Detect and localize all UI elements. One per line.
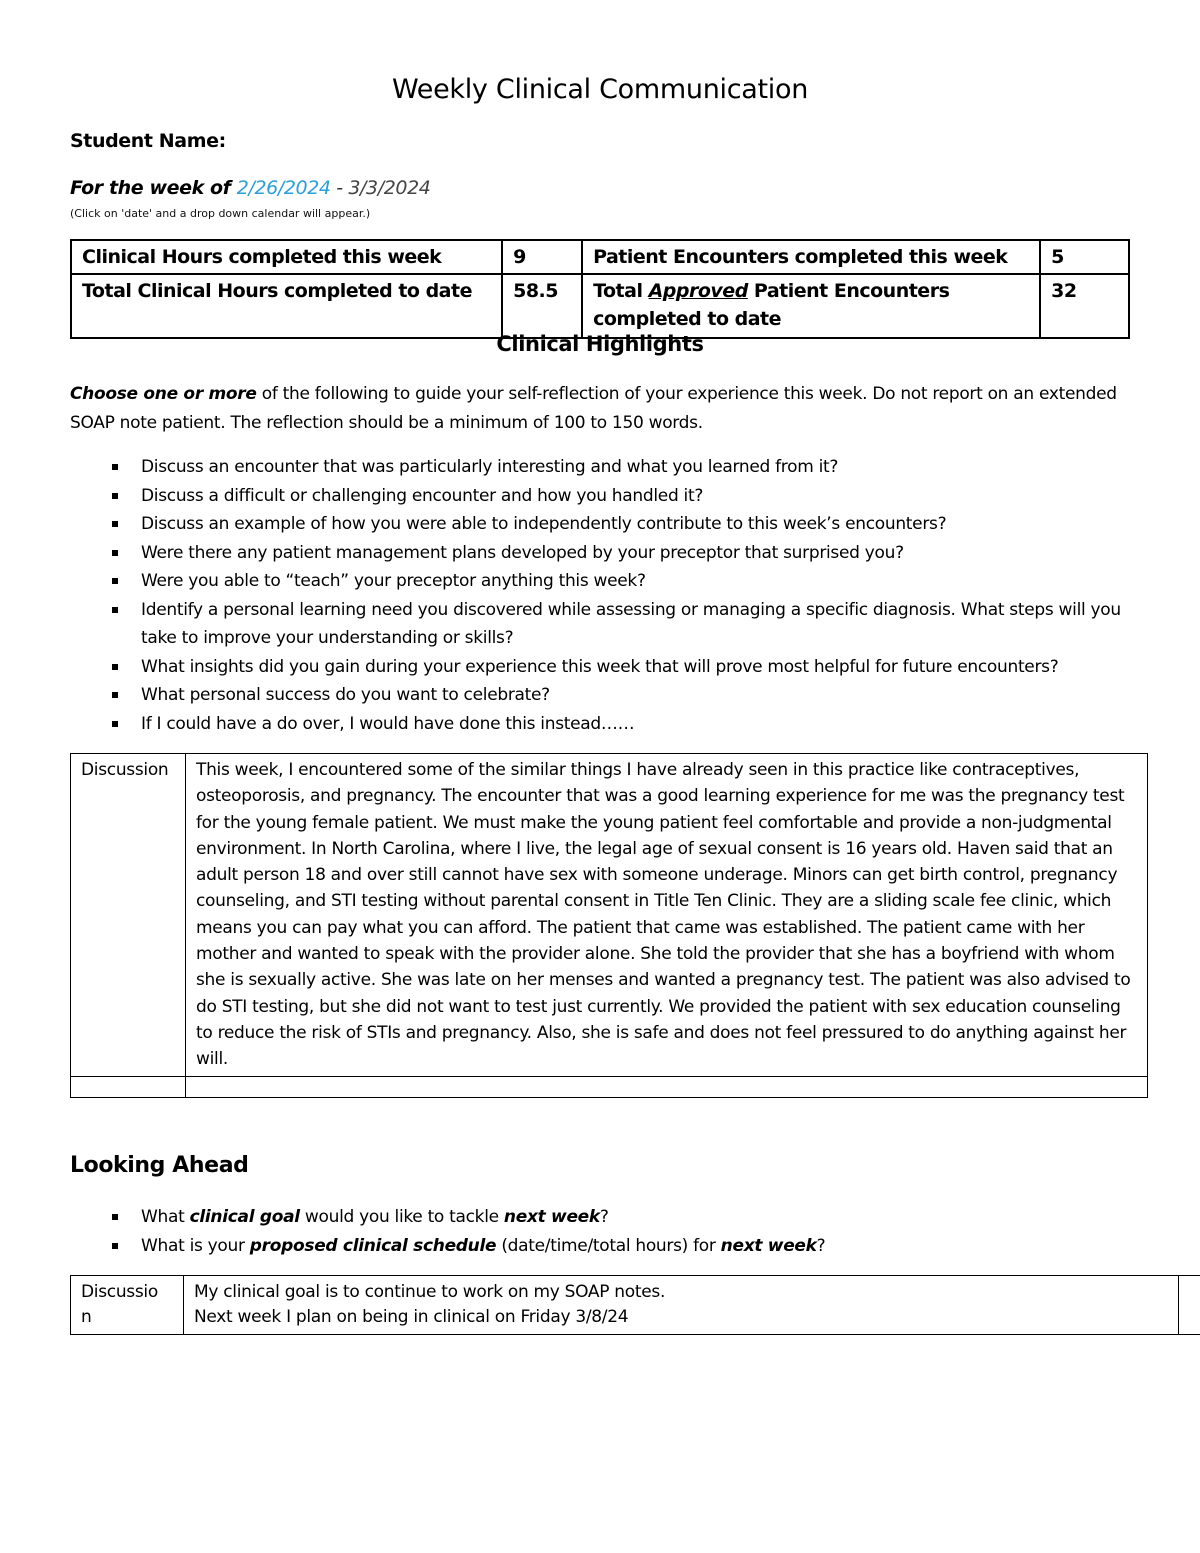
encounters-week-label: Patient Encounters completed this week — [582, 240, 1040, 274]
list-item-text: Were you able to “teach” your preceptor anything this week? — [141, 571, 646, 591]
week-start-date[interactable]: 2/26/2024 — [236, 177, 331, 199]
q2-pre: What is your — [141, 1235, 250, 1256]
list-item-text: Discuss an encounter that was particularly interesting and what you learned from it? — [141, 457, 839, 477]
table-row — [71, 274, 1129, 338]
list-item — [70, 596, 1150, 653]
list-item-text: Discuss an example of how you were able to independently contribute to this week’s encounters? — [141, 514, 947, 534]
bullet-icon — [112, 550, 118, 556]
list-item — [70, 653, 1150, 682]
discussion2-text[interactable] — [184, 1276, 1179, 1335]
bullet-icon — [112, 521, 118, 527]
page-title: Weekly Clinical Communication — [391, 74, 809, 105]
list-item — [70, 1232, 1150, 1261]
list-item — [70, 567, 1150, 596]
discussion-table — [70, 753, 1148, 1098]
list-item-text: Were there any patient management plans developed by your preceptor that surprised you? — [141, 542, 904, 563]
empty-cell[interactable] — [1179, 1276, 1200, 1335]
q1-post: ? — [599, 1207, 609, 1227]
hours-total-value[interactable]: 58.5 — [502, 274, 582, 338]
encounters-total-label-post: Patient Encounters completed to date — [593, 280, 950, 330]
looking-ahead-heading: Looking Ahead — [70, 1153, 249, 1178]
hours-week-value[interactable]: 9 — [502, 240, 582, 274]
q1-emphasis-2: next week — [503, 1207, 600, 1227]
highlights-intro — [70, 380, 1130, 437]
encounters-total-label — [582, 274, 1040, 338]
discussion2-label-line2: n — [81, 1307, 92, 1327]
looking-ahead-table — [70, 1275, 1200, 1335]
hours-total-label: Total Clinical Hours completed to date — [71, 274, 502, 338]
week-range — [70, 177, 430, 199]
intro-rest: of the following to guide your self-reflection of your experience this week. Do not report on an extended SOAP note patient. The reflection should be a minimum of 100 to 150 words. — [70, 384, 1117, 433]
week-end-date[interactable]: 3/3/2024 — [348, 177, 431, 199]
date-hint: (Click on 'date' and a drop down calendar will appear.) — [70, 207, 371, 220]
bullet-icon — [112, 721, 118, 727]
encounters-total-value[interactable]: 32 — [1040, 274, 1129, 338]
encounters-week-value[interactable]: 5 — [1040, 240, 1129, 274]
bullet-icon — [112, 692, 118, 698]
list-item — [70, 539, 1150, 568]
list-item-text: Identify a personal learning need you discovered while assessing or managing a specific diagnosis. What steps will you take to improve your understanding or skills? — [141, 599, 1121, 648]
student-name-label: Student Name: — [70, 130, 226, 152]
bullet-icon — [112, 607, 118, 613]
bullet-icon — [112, 578, 118, 584]
week-prefix: For the week of — [70, 177, 237, 199]
list-item-text: If I could have a do over, I would have done this instead…… — [141, 713, 635, 734]
discussion2-label-line1: Discussio — [81, 1282, 158, 1302]
empty-cell[interactable] — [186, 1076, 1148, 1097]
empty-cell[interactable] — [71, 1076, 186, 1097]
q2-mid: (date/time/total hours) for — [496, 1235, 721, 1256]
q2-emphasis-1: proposed clinical schedule — [249, 1235, 497, 1256]
q2-emphasis-2: next week — [720, 1235, 817, 1256]
highlights-heading: Clinical Highlights — [496, 332, 704, 356]
discussion-label: Discussion — [71, 754, 186, 1077]
list-item — [70, 510, 1150, 539]
q2-post: ? — [816, 1235, 826, 1256]
q1-emphasis-1: clinical goal — [189, 1207, 300, 1227]
q1-pre: What — [141, 1207, 190, 1227]
table-row — [71, 240, 1129, 274]
encounters-total-label-pre: Total — [593, 280, 649, 302]
q1-mid: would you like to tackle — [299, 1207, 504, 1227]
bullet-icon — [112, 493, 118, 499]
bullet-icon — [112, 1243, 118, 1249]
hours-table — [70, 239, 1130, 339]
discussion-text[interactable]: This week, I encountered some of the similar things I have already seen in this practice like contraceptives, osteoporosis, and pregnancy. The encounter that was a good learning experience for me was the pregnancy test for the young female patient. We must make the young patient feel comfortable and provide a non-judgmental environment. In North Carolina, where I live, the legal age of sexual consent is 16 years old. Haven said that an adult person 18 and over still cannot have sex with someone underage. Minors can get birth control, pregnancy counseling, and STI testing without parental consent in Title Ten Clinic. They are a sliding scale fee clinic, which means you can pay what you can afford. The patient that came was established. The patient came with her mother and wanted to speak with the provider alone. She told the provider that she has a boyfriend with whom she is sexually active. She was late on her menses and wanted a pregnancy test. The patient was also advised to do STI testing, but she did not want to test just currently. We provided the patient with sex education counseling to reduce the risk of STIs and pregnancy. Also, she is safe and does not feel pressured to do anything against her will. — [186, 754, 1148, 1077]
week-separator: - — [330, 177, 349, 199]
discussion2-label — [71, 1276, 184, 1335]
list-item — [70, 453, 1150, 482]
reflection-prompts-list — [70, 453, 1150, 738]
list-item — [70, 482, 1150, 511]
list-item-text: Discuss a difficult or challenging encounter and how you handled it? — [141, 485, 704, 506]
approved-word: Approved — [648, 280, 748, 302]
bullet-icon — [112, 664, 118, 670]
intro-lead: Choose one or more — [70, 384, 257, 404]
bullet-icon — [112, 1214, 118, 1220]
table-row — [71, 754, 1148, 1077]
list-item-text: What insights did you gain during your experience this week that will prove most helpful for future encounters? — [141, 656, 1059, 677]
table-row — [71, 1276, 1200, 1335]
table-row — [71, 1076, 1148, 1097]
discussion2-line2: Next week I plan on being in clinical on Friday 3/8/24 — [194, 1307, 629, 1327]
bullet-icon — [112, 464, 118, 470]
list-item — [70, 1203, 1150, 1232]
list-item-text: What personal success do you want to celebrate? — [141, 685, 550, 705]
looking-ahead-list — [70, 1203, 1150, 1260]
hours-week-label: Clinical Hours completed this week — [71, 240, 502, 274]
list-item — [70, 681, 1150, 710]
discussion2-line1: My clinical goal is to continue to work on my SOAP notes. — [194, 1282, 666, 1302]
list-item — [70, 710, 1150, 739]
